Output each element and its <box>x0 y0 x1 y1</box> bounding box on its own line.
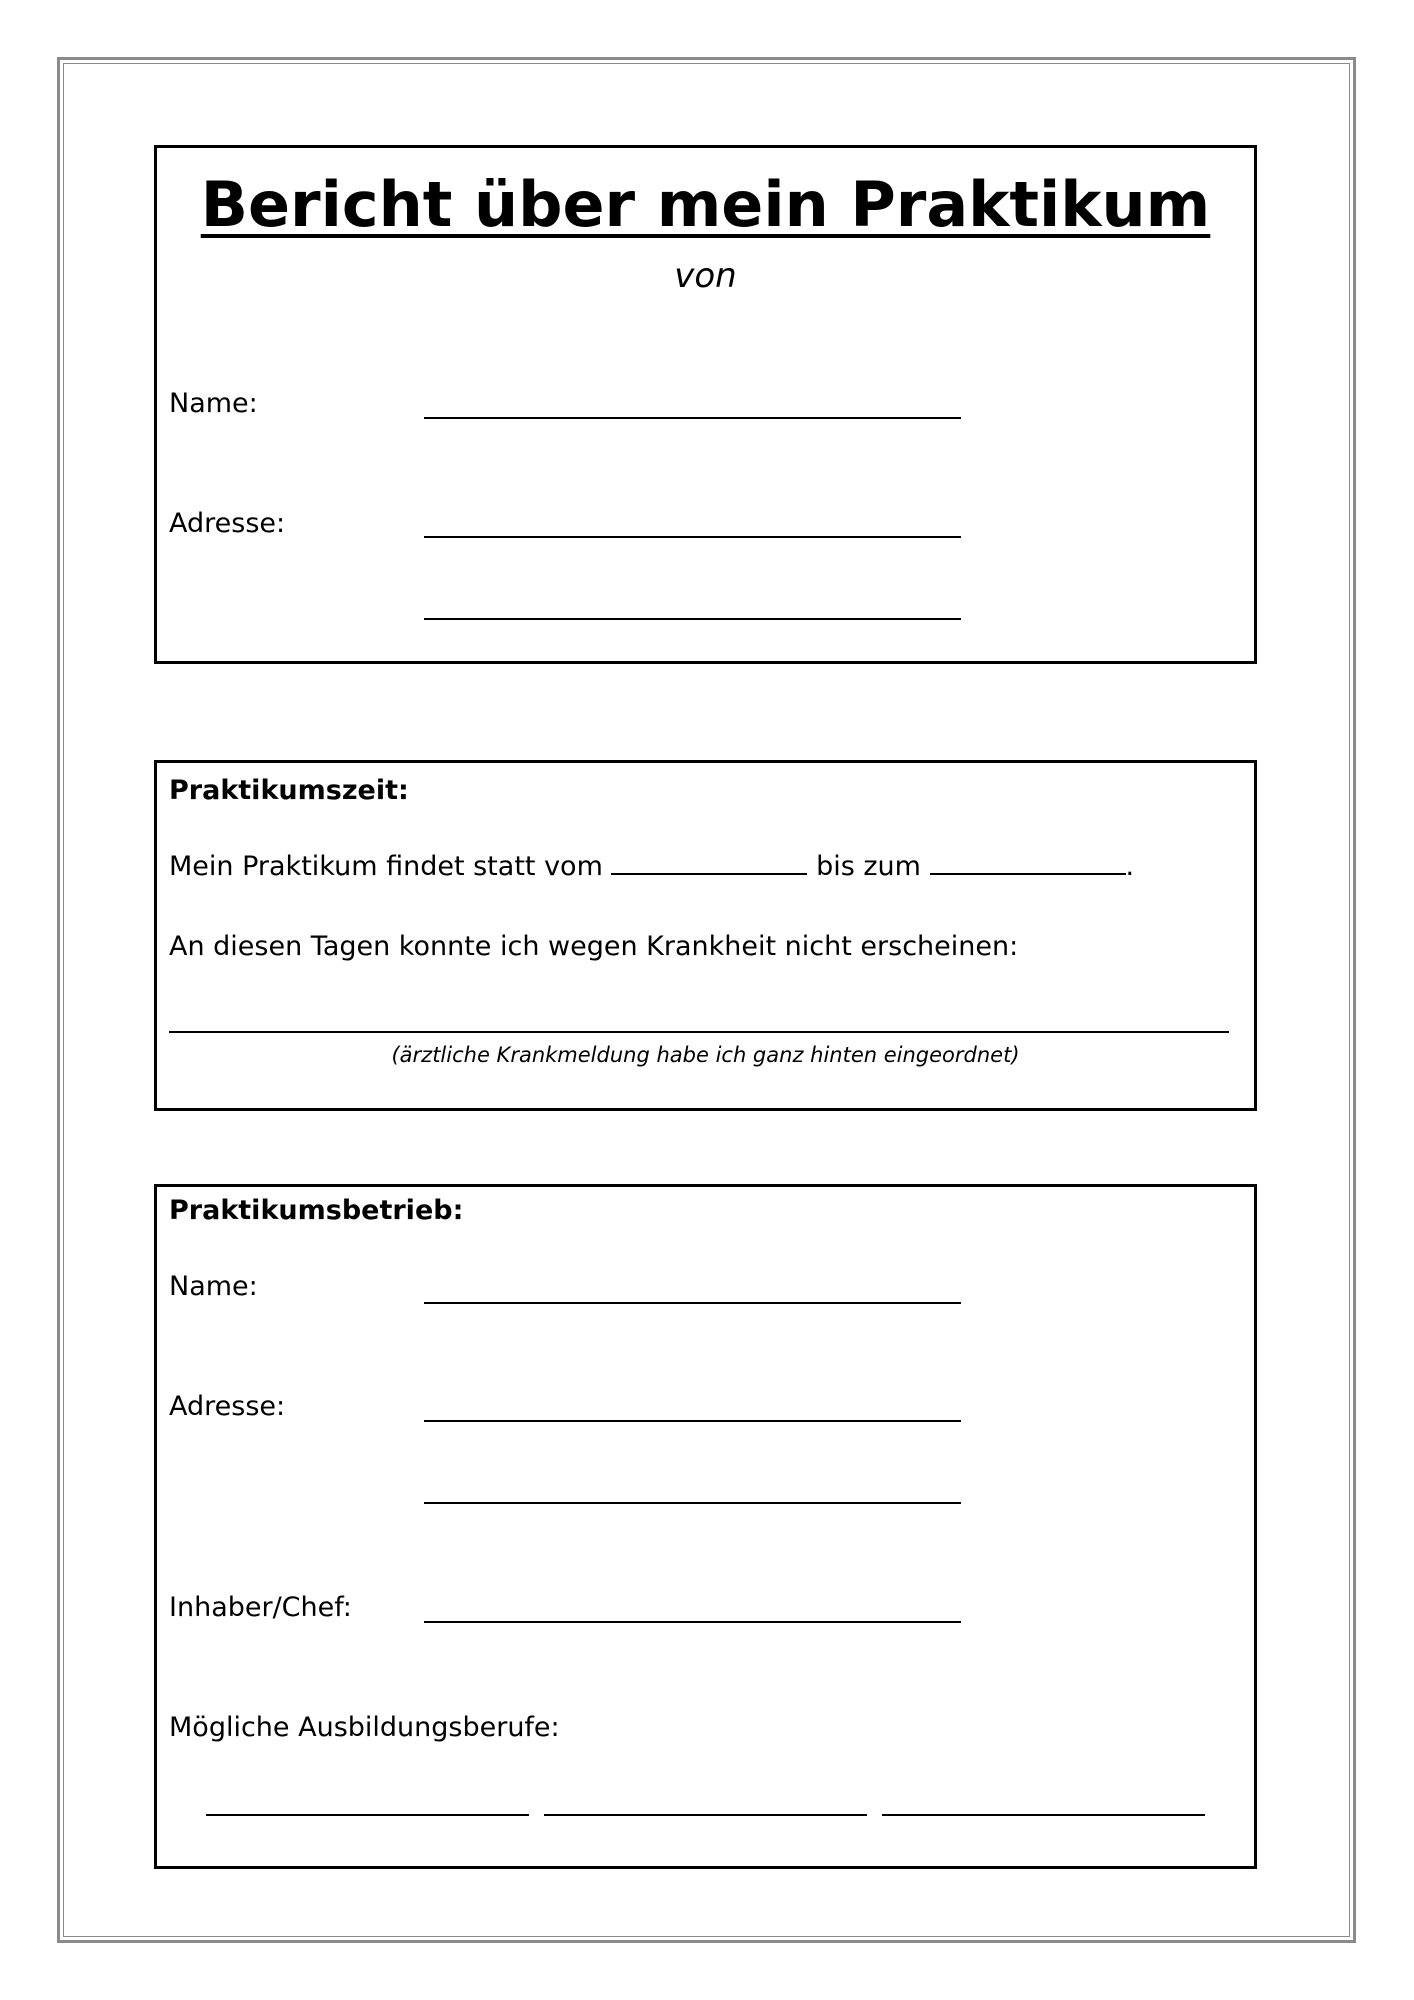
student-address-label: Adresse: <box>169 508 286 539</box>
company-address-label: Adresse: <box>169 1391 286 1422</box>
period-sentence-mid: bis zum <box>816 851 921 882</box>
profession-field-1[interactable] <box>206 1814 529 1816</box>
student-name-field[interactable] <box>424 417 961 419</box>
end-date-field[interactable] <box>930 851 1126 875</box>
sick-note: (ärztliche Krankmeldung habe ich ganz hinten eingeordnet) <box>391 1043 1020 1067</box>
period-sentence-start: Mein Praktikum findet statt vom <box>169 851 603 882</box>
profession-field-3[interactable] <box>882 1814 1205 1816</box>
company-heading: Praktikumsbetrieb: <box>169 1195 464 1226</box>
title-text: Bericht über mein Praktikum <box>200 168 1211 241</box>
sick-days-label: An diesen Tagen konnte ich wegen Krankheit nicht erscheinen: <box>169 931 1019 962</box>
company-address-field-2[interactable] <box>424 1502 961 1504</box>
period-heading: Praktikumszeit: <box>169 775 409 806</box>
company-box <box>154 1184 1257 1869</box>
student-info-box <box>154 145 1257 664</box>
internship-period-box <box>154 760 1257 1111</box>
student-name-label: Name: <box>169 388 258 419</box>
professions-label: Mögliche Ausbildungsberufe: <box>169 1712 560 1743</box>
owner-field[interactable] <box>424 1621 961 1623</box>
period-sentence-end: . <box>1125 851 1135 882</box>
profession-field-2[interactable] <box>544 1814 867 1816</box>
subtitle: von <box>674 256 737 296</box>
company-name-field[interactable] <box>424 1302 961 1304</box>
start-date-field[interactable] <box>611 851 807 875</box>
page-title <box>157 168 1254 241</box>
company-address-field-1[interactable] <box>424 1420 961 1422</box>
sick-days-field[interactable] <box>169 1031 1229 1033</box>
company-name-label: Name: <box>169 1271 258 1302</box>
student-address-field-2[interactable] <box>424 618 961 620</box>
owner-label: Inhaber/Chef: <box>169 1592 352 1623</box>
period-sentence <box>169 851 1134 882</box>
student-address-field-1[interactable] <box>424 536 961 538</box>
